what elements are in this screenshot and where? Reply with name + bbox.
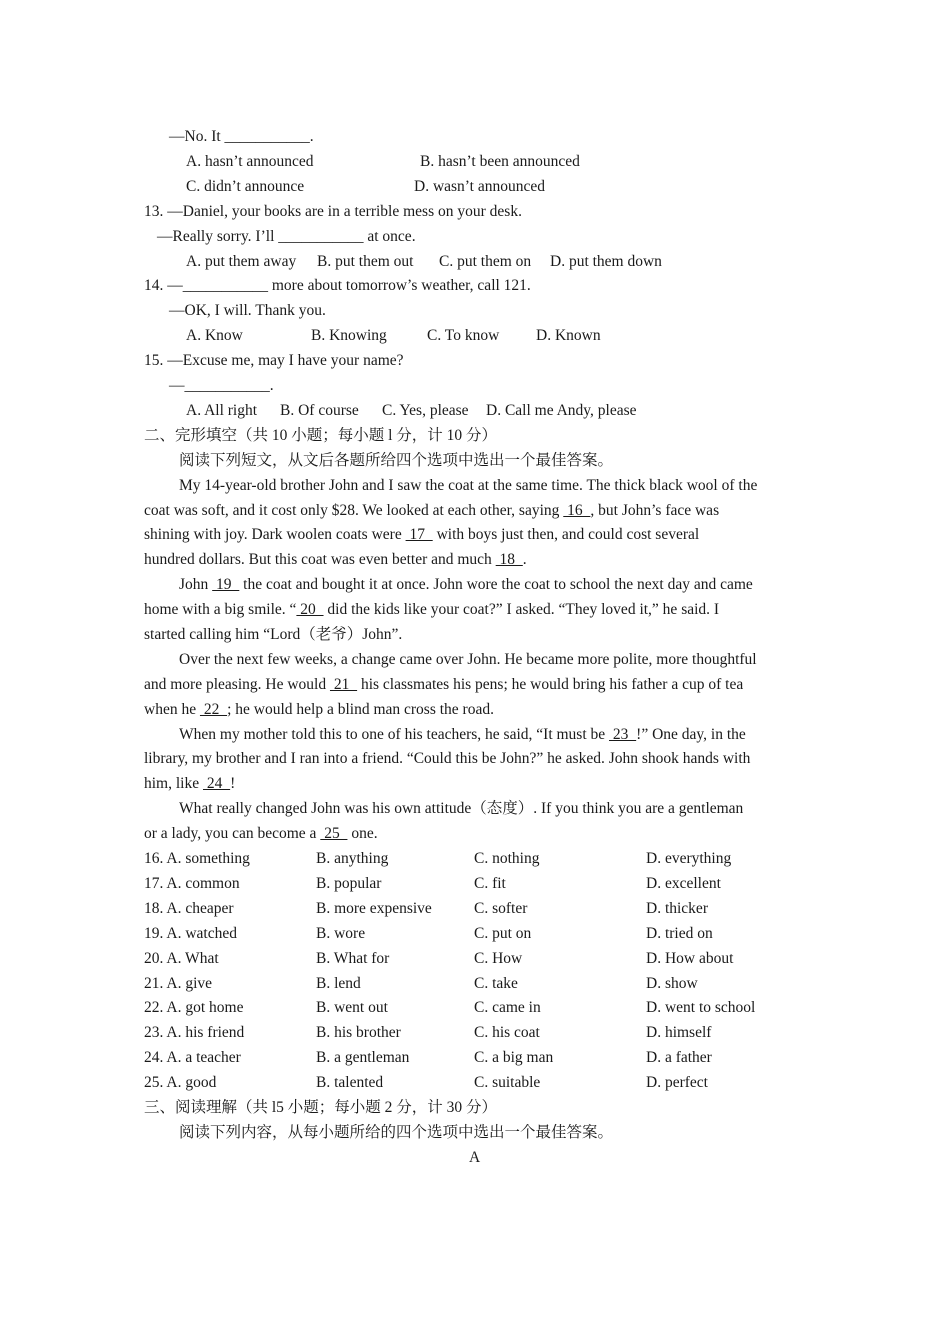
blank-23: 23	[609, 726, 637, 743]
passage-p5-line1: What really changed John was his own attitude（态度）. If you think you are a gentleman	[179, 800, 744, 817]
option-18-b: B. more expensive	[316, 900, 432, 917]
option-18-c: C. softer	[474, 900, 528, 917]
option-23-b: B. his brother	[316, 1024, 401, 1041]
option-20-a: 20. A. What	[144, 950, 219, 967]
q13-option-a: A. put them away	[186, 253, 297, 270]
option-23-c: C. his coat	[474, 1024, 540, 1041]
option-23-d: D. himself	[646, 1024, 712, 1041]
blank-22: 22	[199, 701, 228, 718]
option-24-d: D. a father	[646, 1049, 712, 1066]
q12-option-d: D. wasn’t announced	[414, 178, 546, 195]
option-17-c: C. fit	[474, 875, 506, 892]
option-21-d: D. show	[646, 975, 698, 992]
option-19-c: C. put on	[474, 925, 532, 942]
passage-p1-line4: hundred dollars. But this coat was even better and much 18 .	[144, 551, 527, 568]
q13-option-c: C. put them on	[439, 253, 532, 270]
q14-stem: 14. —___________ more about tomorrow’s weather, call 121.	[144, 277, 531, 294]
passage-p2-line2: home with a big smile. “ 20 did the kids like your coat?” I asked. “They loved it,” he said. I	[144, 601, 720, 618]
option-21-b: B. lend	[316, 975, 361, 992]
option-24-c: C. a big man	[474, 1049, 554, 1066]
option-24-b: B. a gentleman	[316, 1049, 410, 1066]
q14-option-c: C. To know	[427, 327, 500, 344]
blank-17: 17	[405, 526, 433, 543]
passage-p2-line1: John 19 the coat and bought it at once. John wore the coat to school the next day and came	[179, 576, 753, 593]
option-21-a: 21. A. give	[144, 975, 213, 992]
option-22-d: D. went to school	[646, 999, 756, 1016]
passage-p1-line3: shining with joy. Dark woolen coats were 17 with boys just then, and could cost several	[144, 526, 700, 543]
option-25-d: D. perfect	[646, 1074, 708, 1091]
option-16-b: B. anything	[316, 850, 389, 867]
option-18-d: D. thicker	[646, 900, 708, 917]
section3-heading: 三、阅读理解（共 l5 小题；每小题 2 分，计 30 分）	[144, 1099, 498, 1116]
q15-option-d: D. Call me Andy, please	[486, 402, 637, 419]
q12-option-a: A. hasn’t announced	[186, 153, 314, 170]
option-22-c: C. came in	[474, 999, 541, 1016]
option-16-d: D. everything	[646, 850, 732, 867]
option-22-a: 22. A. got home	[144, 999, 244, 1016]
q12-option-b: B. hasn’t been announced	[420, 153, 580, 170]
passage-p2-line3: started calling him “Lord（老爷）John”.	[144, 626, 403, 643]
q15-reply: —___________.	[169, 377, 274, 394]
passage-p1-line1: My 14-year-old brother John and I saw the coat at the same time. The thick black wool of the	[179, 477, 758, 494]
option-17-a: 17. A. common	[144, 875, 240, 892]
section2-instruction: 阅读下列短文，从文后各题所给四个选项中选出一个最佳答案。	[179, 452, 614, 469]
blank-16: 16	[563, 502, 591, 519]
blank-20: 20	[296, 601, 324, 618]
option-18-a: 18. A. cheaper	[144, 900, 234, 917]
q14-option-a: A. Know	[186, 327, 243, 344]
option-22-b: B. went out	[316, 999, 388, 1016]
q12-option-c: C. didn’t announce	[186, 178, 305, 195]
q15-stem: 15. —Excuse me, may I have your name?	[144, 352, 404, 369]
section3-part-label: A	[469, 1149, 481, 1166]
option-17-d: D. excellent	[646, 875, 721, 892]
option-20-b: B. What for	[316, 950, 390, 967]
option-25-b: B. talented	[316, 1074, 384, 1091]
option-19-b: B. wore	[316, 925, 366, 942]
q15-option-b: B. Of course	[280, 402, 359, 419]
blank-25: 25	[320, 825, 348, 842]
passage-p4-line2: library, my brother and I ran into a friend. “Could this be John?” he asked. John shook hands with	[144, 750, 751, 767]
option-20-c: C. How	[474, 950, 523, 967]
passage-p3-line2: and more pleasing. He would 21 his classmates his pens; he would bring his father a cup of tea	[144, 676, 744, 693]
option-16-c: C. nothing	[474, 850, 540, 867]
passage-p3-line1: Over the next few weeks, a change came over John. He became more polite, more thoughtful	[179, 651, 757, 668]
q14-option-d: D. Known	[536, 327, 601, 344]
blank-18: 18	[495, 551, 523, 568]
q14-reply: —OK, I will. Thank you.	[169, 302, 326, 319]
section2-heading: 二、完形填空（共 10 小题；每小题 l 分，计 10 分）	[144, 427, 498, 444]
option-25-a: 25. A. good	[144, 1074, 217, 1091]
passage-p1-line2: coat was soft, and it cost only $28. We looked at each other, saying 16 , but John’s face was	[144, 502, 720, 519]
option-17-b: B. popular	[316, 875, 382, 892]
option-19-d: D. tried on	[646, 925, 713, 942]
option-25-c: C. suitable	[474, 1074, 541, 1091]
option-16-a: 16. A. something	[144, 850, 250, 867]
option-24-a: 24. A. a teacher	[144, 1049, 241, 1066]
option-23-a: 23. A. his friend	[144, 1024, 245, 1041]
q13-stem: 13. —Daniel, your books are in a terrible mess on your desk.	[144, 203, 522, 220]
q14-option-b: B. Knowing	[311, 327, 387, 344]
q15-option-a: A. All right	[186, 402, 258, 419]
q13-option-b: B. put them out	[317, 253, 414, 270]
passage-p4-line3: him, like 24 !	[144, 775, 236, 792]
blank-19: 19	[212, 576, 240, 593]
passage-p5-line2: or a lady, you can become a 25 one.	[144, 825, 378, 842]
option-20-d: D. How about	[646, 950, 734, 967]
option-19-a: 19. A. watched	[144, 925, 237, 942]
blank-24: 24	[202, 775, 231, 792]
q13-reply: —Really sorry. I’ll ___________ at once.	[157, 228, 416, 245]
q12-answer-line: —No. It ___________.	[169, 128, 314, 145]
option-21-c: C. take	[474, 975, 518, 992]
q15-option-c: C. Yes, please	[382, 402, 469, 419]
section3-instruction: 阅读下列内容，从每小题所给的四个选项中选出一个最佳答案。	[179, 1124, 614, 1141]
passage-p3-line3: when he 22 ; he would help a blind man cross the road.	[144, 701, 494, 718]
passage-p4-line1: When my mother told this to one of his teachers, he said, “It must be 23 !” One day, in the	[179, 726, 746, 743]
q13-option-d: D. put them down	[550, 253, 662, 270]
blank-21: 21	[329, 676, 358, 693]
